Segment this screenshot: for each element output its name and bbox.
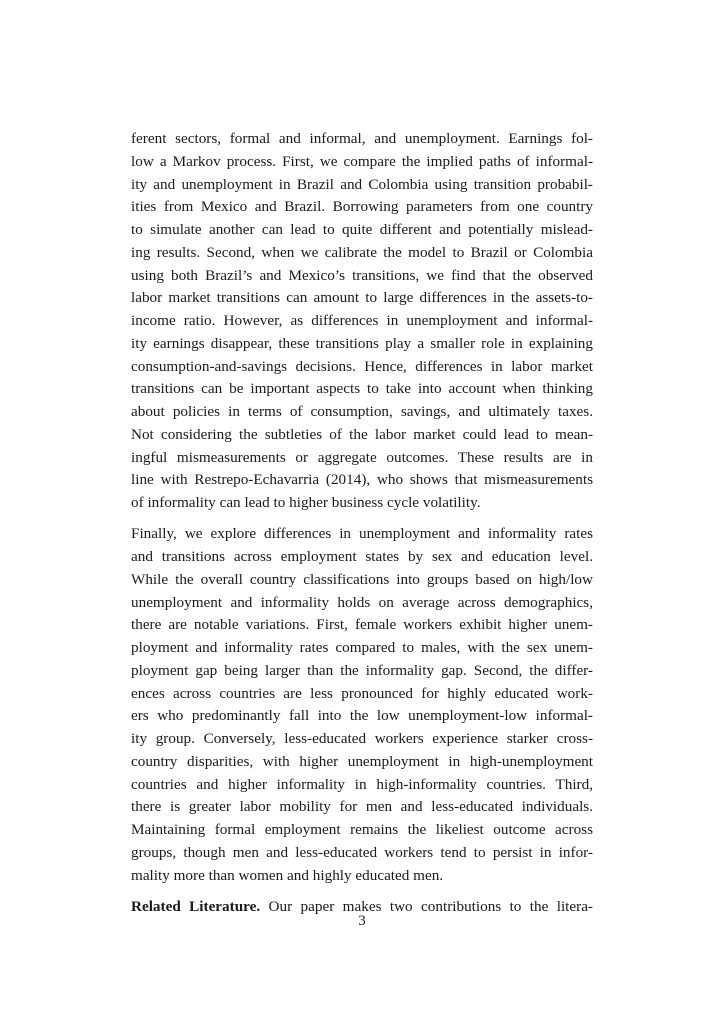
text-line: mality more than women and highly educated men. [131, 866, 444, 884]
text-line: transitions can be important aspects to take into account when thinking [131, 380, 593, 398]
text-line: to simulate another can lead to quite different and potentially mislead- [131, 221, 593, 238]
text-line: countries and higher informality in high-informality countries. Third, [131, 775, 593, 793]
text-line: income ratio. However, as differences in unemployment and informal- [131, 312, 593, 329]
text-line: ployment gap being larger than the informality gap. Second, the differ- [131, 661, 593, 679]
text-line: ity and unemployment in Brazil and Colombia using transition probabil- [131, 175, 593, 193]
related-literature-text: Our paper makes two contributions to the litera- [260, 897, 593, 915]
text-line: about policies in terms of consumption, savings, and ultimately taxes. [131, 403, 593, 420]
text-line: ingful mismeasurements or aggregate outcomes. These results are in [131, 448, 593, 466]
text-line: consumption-and-savings decisions. Hence, differences in labor market [131, 357, 593, 375]
text-line: country disparities, with higher unemployment in high-unemployment [131, 752, 593, 770]
text-line: ferent sectors, formal and informal, and unemployment. Earnings fol- [131, 130, 593, 147]
text-line: and transitions across employment states by sex and education level. [131, 548, 593, 565]
related-literature-heading: Related Literature. [131, 897, 261, 915]
text-line: groups, though men and less-educated workers tend to persist in infor- [131, 843, 593, 861]
text-line: ers who predominantly fall into the low unemployment-low informal- [131, 707, 593, 725]
text-line: unemployment and informality holds on average across demographics, [131, 593, 593, 611]
page-body [131, 128, 593, 919]
paragraph-2 [131, 523, 593, 887]
page-number: 3 [358, 913, 366, 929]
text-line: there is greater labor mobility for men and less-educated individuals. [131, 798, 593, 816]
text-line: Maintaining formal employment remains the likeliest outcome across [131, 821, 593, 838]
text-line: there are notable variations. First, female workers exhibit higher unem- [131, 616, 593, 634]
text-line: ences across countries are less pronounced for highly educated work- [131, 684, 593, 702]
text-line: ity group. Conversely, less-educated workers experience starker cross- [131, 730, 593, 747]
text-line: labor market transitions can amount to large differences in the assets-to- [131, 289, 593, 307]
text-line: ities from Mexico and Brazil. Borrowing parameters from one country [131, 198, 593, 216]
text-line: line with Restrepo-Echavarria (2014), who shows that mismeasurements [131, 471, 593, 489]
text-line: While the overall country classifications into groups based on high/low [131, 570, 593, 588]
text-line: of informality can lead to higher business cycle volatility. [131, 494, 481, 511]
text-line: ployment and informality rates compared to males, with the sex unem- [131, 639, 593, 656]
text-line: low a Markov process. First, we compare the implied paths of informal- [131, 152, 593, 170]
text-line: ity earnings disappear, these transitions play a smaller role in explaining [131, 334, 593, 352]
text-line: ing results. Second, when we calibrate the model to Brazil or Colombia [131, 243, 593, 261]
text-line: Finally, we explore differences in unemployment and informality rates [131, 525, 593, 543]
text-line: using both Brazil’s and Mexico’s transitions, we find that the observed [131, 266, 593, 284]
text-line: Not considering the subtleties of the labor market could lead to mean- [131, 425, 593, 443]
paragraph-1 [131, 128, 593, 515]
